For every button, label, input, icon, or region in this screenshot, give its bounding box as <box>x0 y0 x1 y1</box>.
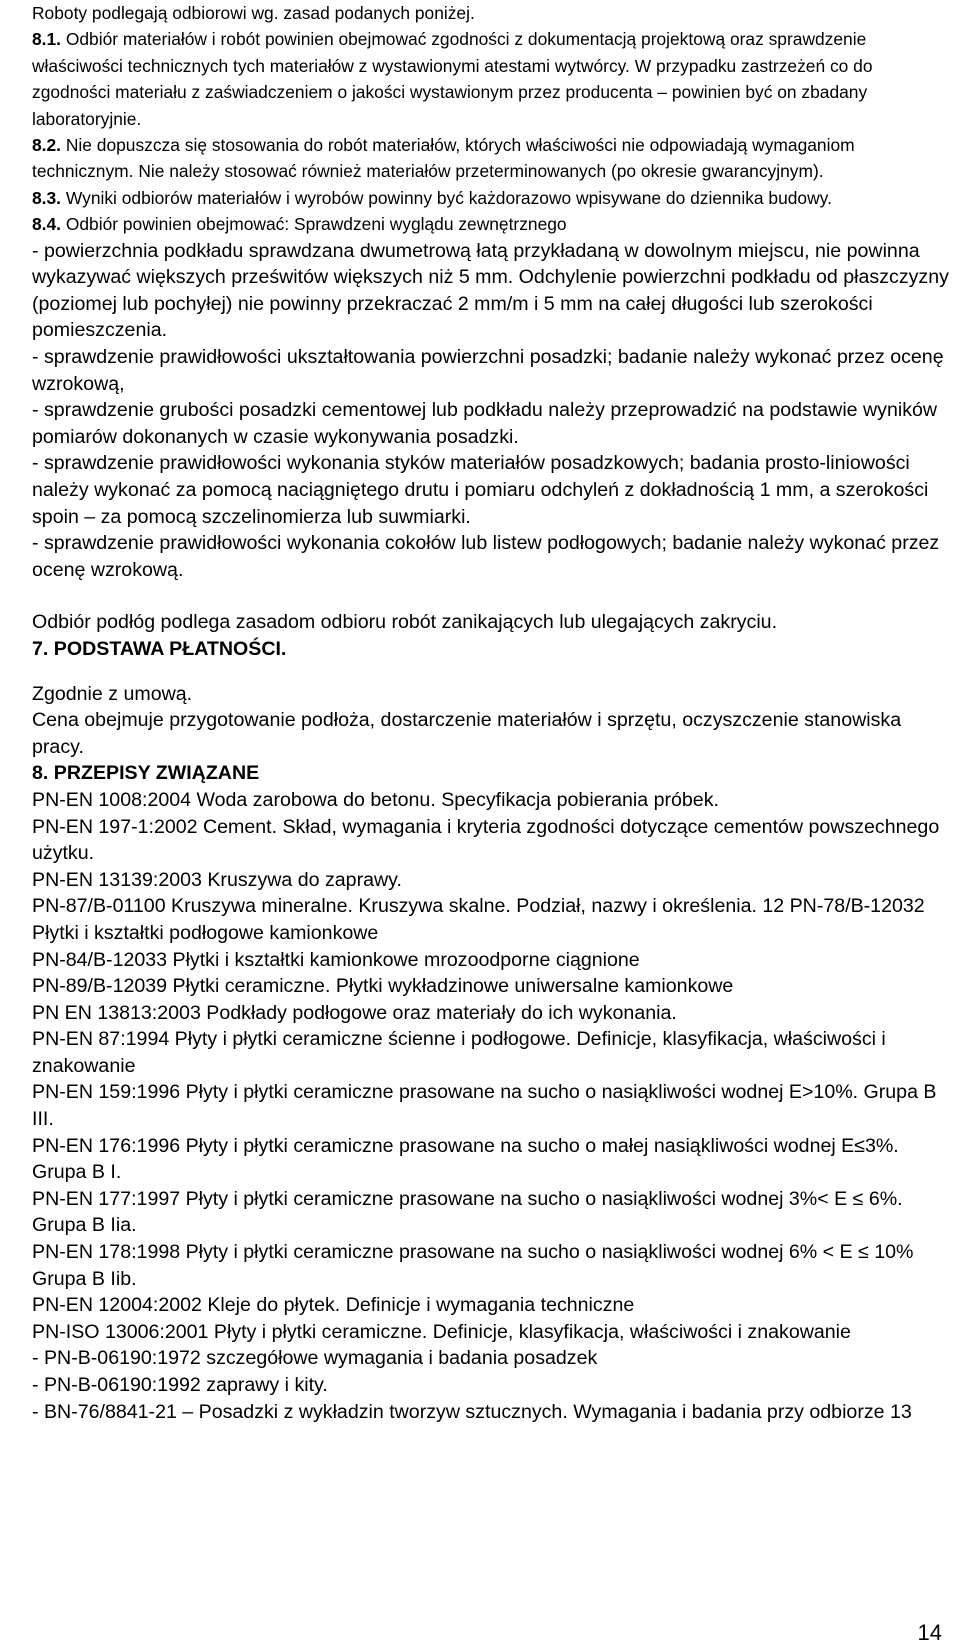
clause-8-3 <box>32 185 952 211</box>
standard-item: PN-EN 177:1997 Płyty i płytki ceramiczne prasowane na sucho o nasiąkliwości wodnej 3%< E ≤ 6%. Grupa B Iia. <box>32 1187 903 1237</box>
content-section <box>32 238 952 1426</box>
clause-8-2 <box>32 132 952 185</box>
list-item: - powierzchnia podkładu sprawdzana dwumetrową łatą przykładaną w dowolnym miejscu, nie powinna wykazywać większych prześwitów większych niż 5 mm. Odchylenie powierzchni podkładu od płaszczyzny (poziomej lub pochyłej) nie powinny przekraczać 2 mm/m i 5 mm na całej długości lub szerokości pomieszczenia. <box>32 239 949 342</box>
payment-line: Zgodnie z umową. <box>32 682 193 705</box>
clause-number: 8.3. <box>32 187 62 208</box>
standard-item: PN-87/B-01100 Kruszywa mineralne. Kruszywa skalne. Podział, nazwy i określenia. 12 PN-78/B-12032 Płytki i kształtki podłogowe kamionkowe <box>32 895 925 944</box>
clause-text: Odbiór powinien obejmować: Sprawdzeni wyglądu zewnętrznego <box>65 214 567 235</box>
acceptance-section <box>32 0 952 238</box>
document-page <box>32 0 952 1425</box>
clause-text: Nie dopuszcza się stosowania do robót materiałów, których właściwości nie odpowiadają wymaganiom technicznym. Nie należy stosować również materiałów przeterminowanych (po okresie gwarancyjnym). <box>32 135 855 182</box>
list-item: - sprawdzenie grubości posadzki cementowej lub podkładu należy przeprowadzić na podstawie wyników pomiarów dokonanych w czasie wykonywania posadzki. <box>32 399 938 448</box>
clause-number: 8.1. <box>32 29 62 50</box>
list-item: - sprawdzenie prawidłowości wykonania styków materiałów posadzkowych; badania prosto-liniowości należy wykonać za pomocą naciągniętego drutu i pomiaru odchyleń z dokładnością 1 mm, a szerokości spoin – za pomocą szczelinomierza lub suwmiarki. <box>32 452 929 528</box>
section-8-heading: 8. PRZEPISY ZWIĄZANE <box>32 762 260 785</box>
spacer <box>32 583 952 609</box>
page-number: 14 <box>917 1620 942 1645</box>
section-7-heading: 7. PODSTAWA PŁATNOŚCI. <box>32 637 287 660</box>
clause-text: Wyniki odbiorów materiałów i wyrobów powinny być każdorazowo wpisywane do dziennika budowy. <box>65 187 832 208</box>
standard-item: PN-EN 12004:2002 Kleje do płytek. Definicje i wymagania techniczne <box>32 1294 635 1317</box>
standard-item: PN-EN 197-1:2002 Cement. Skład, wymagania i kryteria zgodności dotyczące cementów powszechnego użytku. <box>32 815 940 865</box>
standard-item: PN-89/B-12039 Płytki ceramiczne. Płytki wykładzinowe uniwersalne kamionkowe <box>32 975 734 998</box>
list-item: - sprawdzenie prawidłowości wykonania cokołów lub listew podłogowych; badanie należy wykonać przez ocenę wzrokową. <box>32 532 940 581</box>
standard-item: PN-EN 1008:2004 Woda zarobowa do betonu. Specyfikacja pobierania próbek. <box>32 788 719 811</box>
standard-item: PN-ISO 13006:2001 Płyty i płytki ceramiczne. Definicje, klasyfikacja, właściwości i znakowanie <box>32 1320 851 1343</box>
list-item: - sprawdzenie prawidłowości ukształtowania powierzchni posadzki; badanie należy wykonać przez ocenę wzrokową, <box>32 346 944 395</box>
standard-item: PN EN 13813:2003 Podkłady podłogowe oraz materiały do ich wykonania. <box>32 1001 677 1024</box>
standard-item: - BN-76/8841-21 – Posadzki z wykładzin tworzyw sztucznych. Wymagania i badania przy odbiorze 13 <box>32 1400 912 1423</box>
standard-item: - PN-B-06190:1992 zaprawy i kity. <box>32 1374 328 1396</box>
spacer <box>32 663 952 681</box>
standard-item: PN-EN 87:1994 Płyty i płytki ceramiczne ścienne i podłogowe. Definicje, klasyfikacja, właściwości i znakowanie <box>32 1028 886 1077</box>
clause-8-4 <box>32 211 952 237</box>
standard-item: PN-EN 178:1998 Płyty i płytki ceramiczne prasowane na sucho o nasiąkliwości wodnej 6% < E ≤ 10% Grupa B Iib. <box>32 1241 914 1290</box>
clause-text: Odbiór materiałów i robót powinien obejmować zgodności z dokumentacją projektową oraz sprawdzenie właściwości technicznych tych materiałów z wystawionymi atestami wytwórcy. W przypadku zastrzeżeń co do zgodności materiału z zaświadczeniem o jakości wystawionym przez producenta – powinien być on zbadany laboratoryjnie. <box>32 29 873 129</box>
standard-item: PN-EN 13139:2003 Kruszywa do zaprawy. <box>32 868 402 891</box>
standard-item: - PN-B-06190:1972 szczegółowe wymagania i badania posadzek <box>32 1347 598 1370</box>
floor-note: Odbiór podłóg podlega zasadom odbioru robót zanikających lub ulegających zakryciu. <box>32 611 778 634</box>
standard-item: PN-EN 176:1996 Płyty i płytki ceramiczne prasowane na sucho o małej nasiąkliwości wodnej E≤3%. Grupa B I. <box>32 1134 899 1184</box>
clause-number: 8.4. <box>32 214 62 235</box>
intro-paragraph: Roboty podlegają odbiorowi wg. zasad podanych poniżej. <box>32 3 475 23</box>
clause-8-1 <box>32 26 952 132</box>
clause-number: 8.2. <box>32 135 62 156</box>
standard-item: PN-84/B-12033 Płytki i kształtki kamionkowe mrozoodporne ciągnione <box>32 948 640 971</box>
payment-line: Cena obejmuje przygotowanie podłoża, dostarczenie materiałów i sprzętu, oczyszczenie stanowiska pracy. <box>32 709 902 758</box>
standard-item: PN-EN 159:1996 Płyty i płytki ceramiczne prasowane na sucho o nasiąkliwości wodnej E>10%. Grupa B III. <box>32 1081 937 1131</box>
